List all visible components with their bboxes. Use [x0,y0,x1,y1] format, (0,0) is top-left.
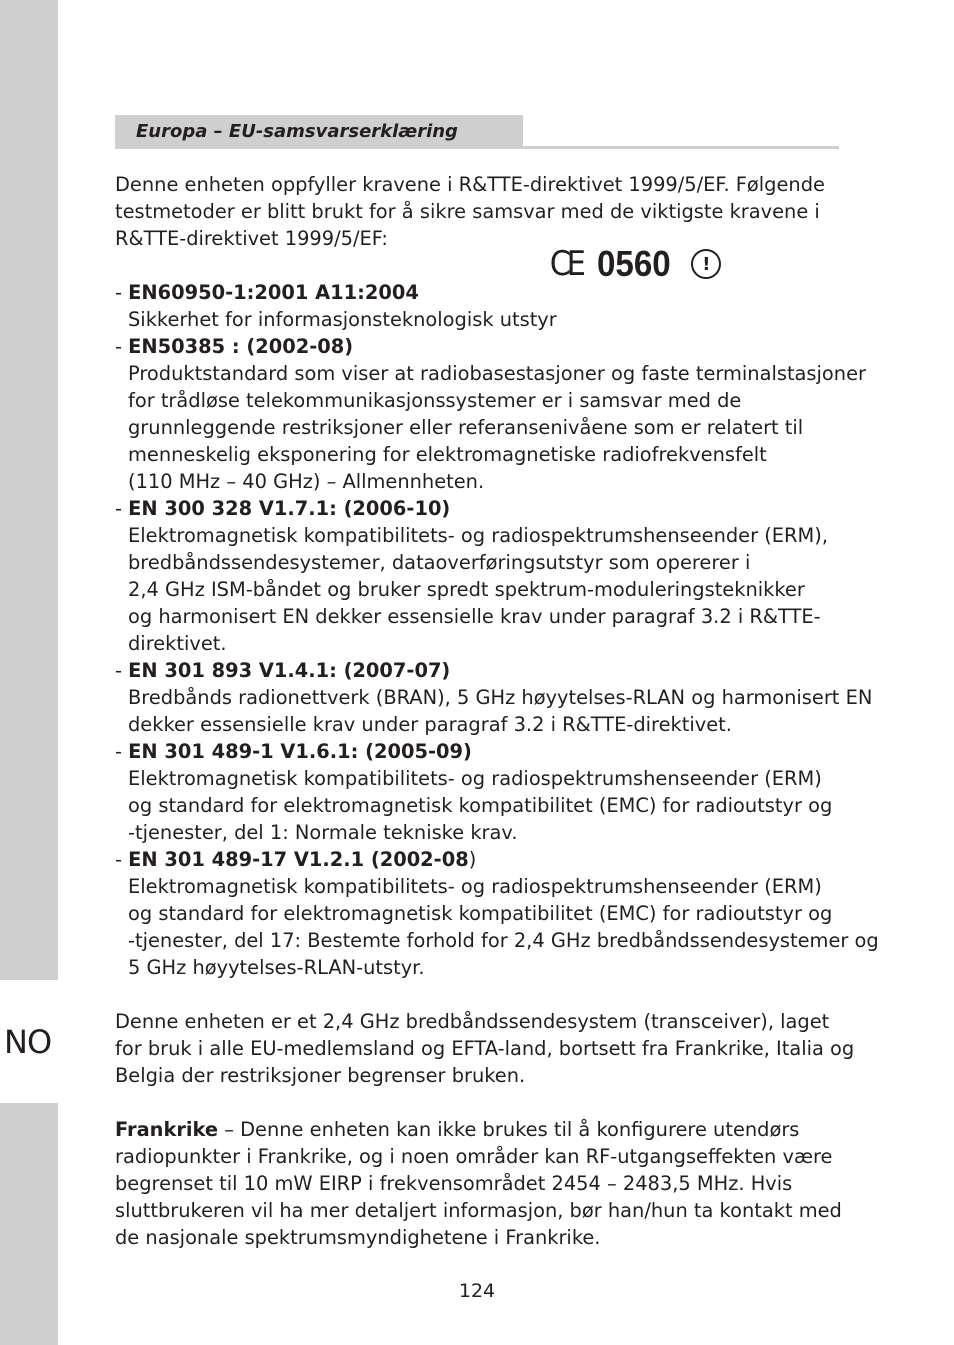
language-tab: NO [4,1023,52,1061]
standard-item [115,495,845,657]
list-dash: - [115,335,129,358]
notified-body-number: 0560 [597,243,671,284]
section-title: Europa – EU-samsvarserklæring [136,121,458,142]
standard-description-line: Elektromagnetisk kompatibilitets- og radiospektrumshenseender (ERM) [128,767,822,790]
intro-line: R&TTE-direktivet 1999/5/EF: [115,227,388,250]
page-number: 124 [458,1280,496,1302]
standard-item [115,846,879,981]
standard-description-line: Elektromagnetisk kompatibilitets- og radiospektrumshenseender (ERM), [128,524,828,547]
standard-description-line: dekker essensielle krav under paragraf 3.2 i R&TTE-direktivet. [128,713,732,736]
paragraph-line: Denne enheten er et 2,4 GHz bredbåndssendesystem (transceiver), laget [115,1010,830,1033]
list-dash: - [115,281,129,304]
paragraph-line: sluttbrukeren vil ha mer detaljert informasjon, bør han/hun ta kontakt med [115,1199,842,1222]
ce-logo-icon: CE [549,244,582,284]
france-paragraph [115,1116,845,1251]
standard-description-line: og standard for elektromagnetisk kompatibilitet (EMC) for radioutstyr og [128,794,833,817]
standard-description-line: menneskelig eksponering for elektromagnetiske radiofrekvensfelt [128,443,767,466]
standard-description-line: -tjenester, del 17: Bestemte forhold for 2,4 GHz bredbåndssendesystemer og [128,929,879,952]
standard-description-line: 5 GHz høyytelses-RLAN-utstyr. [128,956,425,979]
standard-description-line: Produktstandard som viser at radiobasestasjoner og faste terminalstasjoner [128,362,866,385]
standard-item [115,279,845,333]
list-dash: - [115,848,129,871]
standards-list [115,279,879,981]
standard-description-line: grunnleggende restriksjoner eller referansenivåene som er relatert til [128,416,804,439]
standard-description-line: Bredbånds radionettverk (BRAN), 5 GHz høyytelses-RLAN og harmonisert EN [128,686,873,709]
standard-description-line: (110 MHz – 40 GHz) – Allmennheten. [128,470,485,493]
paragraph-line: Belgia der restriksjoner begrenser bruken. [115,1064,526,1087]
standard-item [115,657,873,738]
paragraph-line: begrenset til 10 mW EIRP i frekvensområdet 2454 – 2483,5 MHz. Hvis [115,1172,793,1195]
standard-code: EN 301 489-1 V1.6.1: (2005-09) [128,740,472,763]
standard-description-line: Sikkerhet for informasjonsteknologisk utstyr [128,308,557,331]
paragraph-line: – Denne enheten kan ikke brukes til å konfigurere utendørs [218,1118,800,1141]
eu-usage-paragraph [115,1008,855,1089]
standard-description-line: og harmonisert EN dekker essensielle krav under paragraf 3.2 i R&TTE- [128,605,821,628]
standard-description-line: Elektromagnetisk kompatibilitets- og radiospektrumshenseender (ERM) [128,875,822,898]
standard-description-line: direktivet. [128,632,227,655]
standard-description-line: bredbåndssendesystemer, dataoverføringsutstyr som opererer i [128,551,751,574]
standard-code-suffix: ) [468,848,477,871]
document-body [115,171,879,1251]
paragraph-line: de nasjonale spektrumsmyndighetene i Frankrike. [115,1226,601,1249]
standard-item [115,333,866,495]
standard-code: EN 301 489-17 V1.2.1 (2002-08 [128,848,469,871]
standard-description-line: -tjenester, del 1: Normale tekniske krav. [128,821,518,844]
list-dash: - [115,497,129,520]
standard-code: EN 300 328 V1.7.1: (2006-10) [128,497,451,520]
intro-line: testmetoder er blitt brukt for å sikre samsvar med de viktigste kravene i [115,200,820,223]
paragraph-line: for bruk i alle EU-medlemsland og EFTA-land, bortsett fra Frankrike, Italia og [115,1037,855,1060]
side-tab-bar-bottom [0,1103,58,1345]
standard-description-line: og standard for elektromagnetisk kompatibilitet (EMC) for radioutstyr og [128,902,833,925]
alert-icon: ! [691,249,721,279]
standard-code: EN 301 893 V1.4.1: (2007-07) [128,659,451,682]
list-dash: - [115,740,129,763]
standard-code: EN50385 : (2002-08) [128,335,354,358]
list-dash: - [115,659,129,682]
standard-item [115,738,845,846]
intro-paragraph [115,171,845,252]
side-tab-bar-top [0,0,58,980]
intro-line: Denne enheten oppfyller kravene i R&TTE-direktivet 1999/5/EF. Følgende [115,173,825,196]
standard-code: EN60950-1:2001 A11:2004 [128,281,419,304]
paragraph-line: radiopunkter i Frankrike, og i noen områder kan RF-utgangseffekten være [115,1145,833,1168]
section-header [115,115,523,149]
france-lead: Frankrike [115,1118,219,1141]
header-rule [523,146,839,149]
standard-description-line: for trådløse telekommunikasjonssystemer er i samsvar med de [128,389,742,412]
standard-description-line: 2,4 GHz ISM-båndet og bruker spredt spektrum-moduleringsteknikker [128,578,805,601]
